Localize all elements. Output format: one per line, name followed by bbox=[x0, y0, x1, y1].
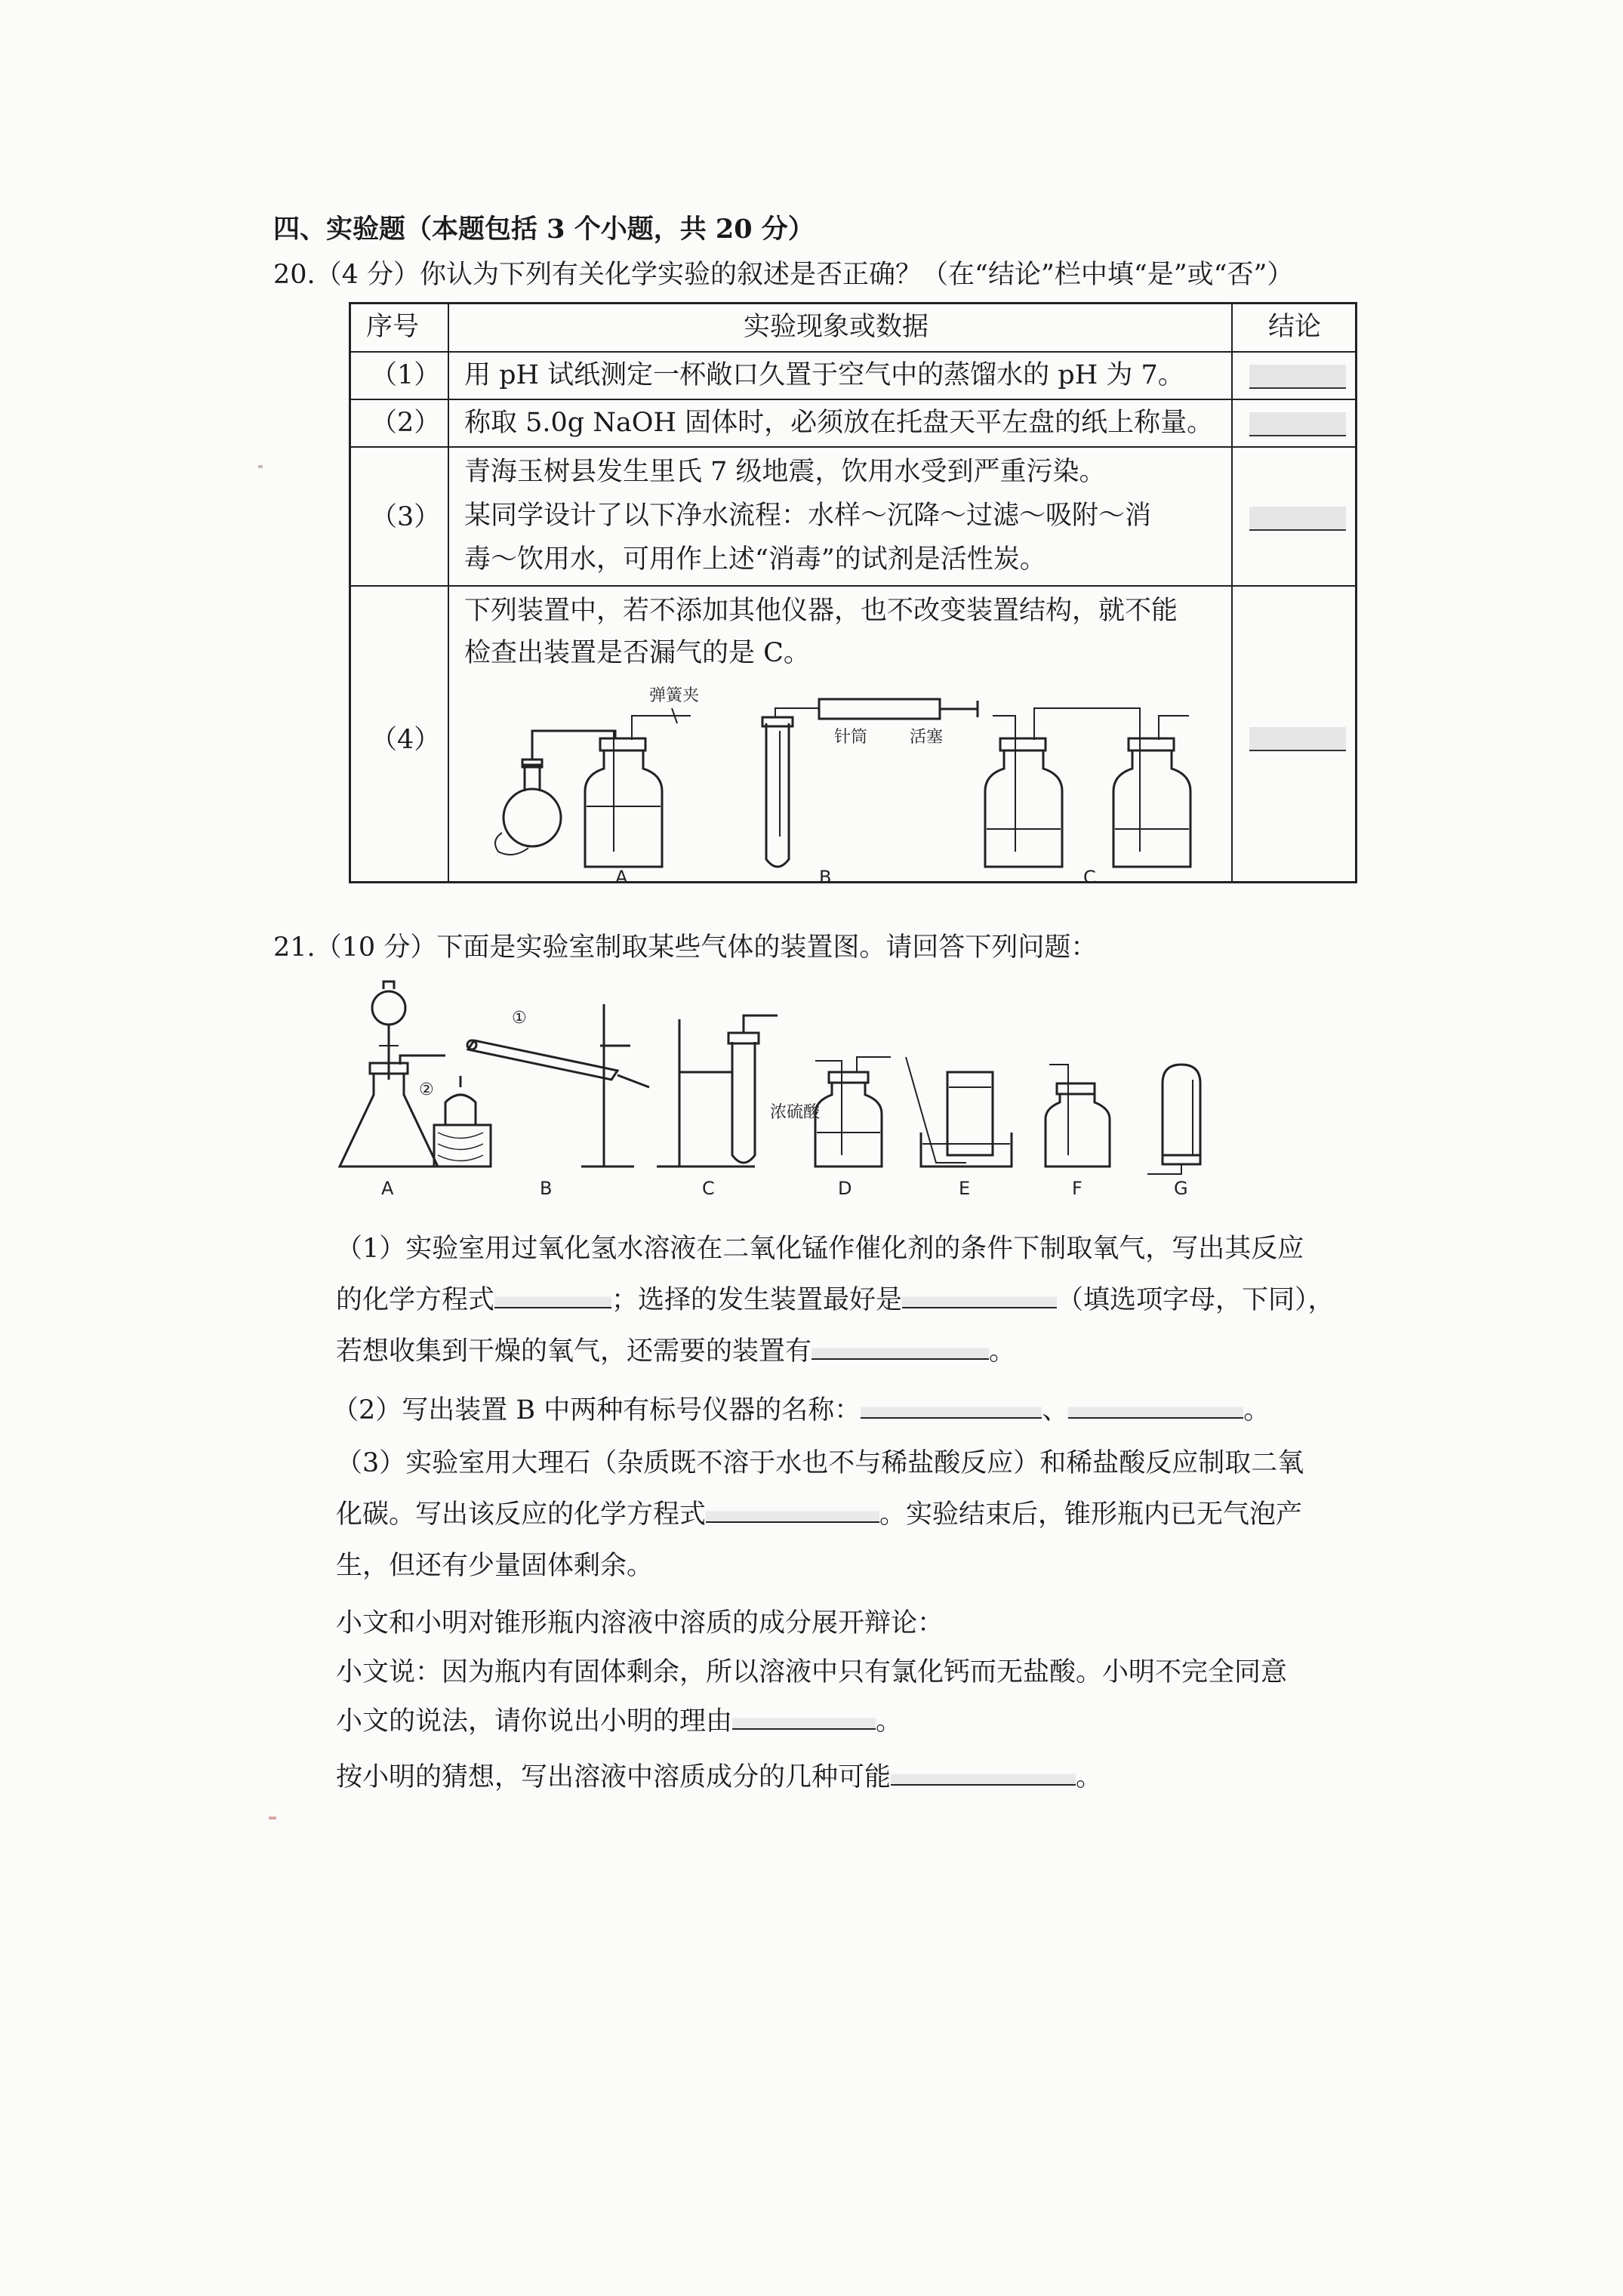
row4-no: （4） bbox=[371, 725, 441, 755]
row3-line2: 某同学设计了以下净水流程：水样～沉降～过滤～吸附～消 bbox=[464, 501, 1152, 531]
q21-p2-line: （2）写出装置 B 中两种有标号仪器的名称： 、 。 bbox=[332, 1395, 1270, 1425]
row2-no: （2） bbox=[371, 408, 441, 438]
row3-no: （3） bbox=[371, 502, 441, 532]
q21-p1-line3: 若想收集到干燥的氧气，还需要的装置有 。 bbox=[336, 1336, 1016, 1367]
apparatus-b bbox=[762, 699, 978, 883]
gas-apparatus-figure bbox=[332, 974, 1276, 1200]
q21-label-g: G bbox=[1174, 1178, 1188, 1199]
apparatus-c-stand bbox=[657, 1015, 778, 1199]
header-phenomenon: 实验现象或数据 bbox=[744, 312, 929, 342]
row1-no: （1） bbox=[371, 360, 441, 390]
q21-label-c: C bbox=[702, 1178, 715, 1199]
apparatus-f-bottle bbox=[1046, 1065, 1110, 1199]
equation-blank-2[interactable] bbox=[706, 1499, 879, 1523]
q21-xiaowen-line2: 小文的说法，请你说出小明的理由 。 bbox=[336, 1706, 903, 1737]
q20-stem: 20.（4 分）你认为下列有关化学实验的叙述是否正确？（在“结论”栏中填“是”或“否”） bbox=[273, 260, 1294, 290]
label-a: A bbox=[615, 867, 628, 883]
q21-label-b: B bbox=[540, 1178, 553, 1199]
row3-line1: 青海玉树县发生里氏 7 级地震，饮用水受到严重污染。 bbox=[464, 457, 1106, 487]
dry-collect-blank[interactable] bbox=[812, 1336, 989, 1360]
apparatus-a bbox=[495, 686, 699, 883]
generator-blank[interactable] bbox=[902, 1284, 1057, 1308]
label-c: C bbox=[1083, 867, 1096, 883]
syringe-label: 针筒 bbox=[834, 728, 868, 747]
row4-line1: 下列装置中，若不添加其他仪器，也不改变装置结构，就不能 bbox=[464, 596, 1178, 626]
piston-label: 活塞 bbox=[910, 728, 944, 747]
scan-mark bbox=[269, 1817, 276, 1820]
mark-2: ② bbox=[419, 1080, 434, 1099]
q21-p3-line2: 化碳。写出该反应的化学方程式 。实验结束后，锥形瓶内已无气泡产 bbox=[336, 1499, 1303, 1530]
header-conclusion: 结论 bbox=[1268, 312, 1322, 342]
instrument-blank-1[interactable] bbox=[861, 1395, 1042, 1419]
q21-guess-line: 按小明的猜想，写出溶液中溶质成分的几种可能 。 bbox=[336, 1762, 1103, 1792]
row2-text: 称取 5.0g NaOH 固体时，必须放在托盘天平左盘的纸上称量。 bbox=[464, 408, 1214, 438]
section-title: 四、实验题（本题包括 3 个小题，共 20 分） bbox=[273, 214, 815, 245]
equation-blank-1[interactable] bbox=[494, 1284, 611, 1308]
q21-label-d: D bbox=[838, 1178, 852, 1199]
conc-acid-label: 浓硫酸 bbox=[770, 1103, 821, 1122]
spring-clip-label: 弹簧夹 bbox=[649, 686, 700, 705]
row3-answer-blank[interactable] bbox=[1249, 507, 1346, 531]
row1-text: 用 pH 试纸测定一杯敞口久置于空气中的蒸馏水的 pH 为 7。 bbox=[464, 360, 1184, 390]
row4-line2: 检查出装置是否漏气的是 C。 bbox=[464, 638, 810, 668]
q21-label-f: F bbox=[1072, 1178, 1083, 1199]
q21-debate-intro: 小文和小明对锥形瓶内溶液中溶质的成分展开辩论： bbox=[336, 1608, 944, 1638]
instrument-blank-2[interactable] bbox=[1068, 1395, 1243, 1419]
row2-answer-blank[interactable] bbox=[1249, 412, 1346, 436]
q21-p3-line3: 生，但还有少量固体剩余。 bbox=[336, 1551, 654, 1581]
row1-answer-blank[interactable] bbox=[1249, 365, 1346, 389]
scan-mark bbox=[258, 465, 263, 468]
label-b: B bbox=[819, 867, 832, 883]
leak-test-apparatus-figure bbox=[464, 686, 1219, 883]
apparatus-d-washing bbox=[770, 1057, 891, 1199]
solute-blank[interactable] bbox=[891, 1761, 1076, 1786]
apparatus-b-heating bbox=[419, 1004, 649, 1199]
mark-1: ① bbox=[512, 1009, 527, 1028]
header-no: 序号 bbox=[366, 312, 420, 342]
row3-line3: 毒～饮用水，可用作上述“消毒”的试剂是活性炭。 bbox=[464, 544, 1046, 575]
q20-table bbox=[349, 302, 1357, 883]
row4-answer-blank[interactable] bbox=[1249, 727, 1346, 751]
q21-p1-line1: （1）实验室用过氧化氢水溶液在二氧化锰作催化剂的条件下制取氧气，写出其反应 bbox=[336, 1234, 1304, 1264]
q21-label-e: E bbox=[959, 1178, 971, 1199]
reason-blank[interactable] bbox=[732, 1706, 876, 1730]
q21-p3-line1: （3）实验室用大理石（杂质既不溶于水也不与稀盐酸反应）和稀盐酸反应制取二氧 bbox=[336, 1448, 1304, 1478]
apparatus-e-water bbox=[906, 1057, 1012, 1199]
q21-label-a: A bbox=[381, 1178, 394, 1199]
apparatus-g-inverted bbox=[1147, 1065, 1200, 1199]
q21-p1-line2: 的化学方程式 ；选择的发生装置最好是 （填选项字母，下同）， bbox=[336, 1285, 1335, 1315]
q21-xiaowen-line1: 小文说：因为瓶内有固体剩余，所以溶液中只有氯化钙而无盐酸。小明不完全同意 bbox=[336, 1657, 1288, 1687]
q21-stem: 21.（10 分）下面是实验室制取某些气体的装置图。请回答下列问题： bbox=[273, 932, 1098, 963]
apparatus-c bbox=[985, 708, 1190, 883]
